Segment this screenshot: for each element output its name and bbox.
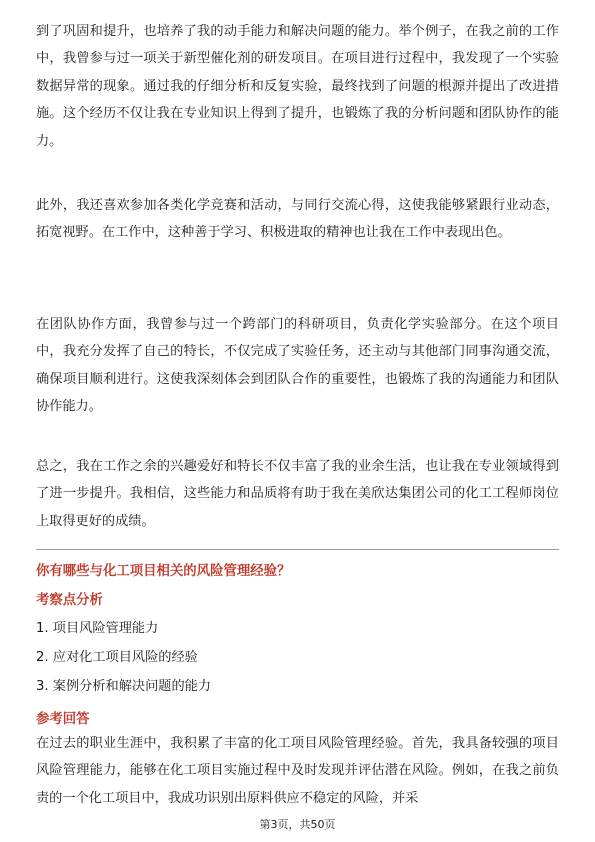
answer-title: 参考回答	[36, 712, 90, 727]
analysis-item: 2. 应对化工项目风险的经验	[36, 650, 198, 665]
interview-question: 你有哪些与化工项目相关的风险管理经验？	[36, 564, 291, 579]
analysis-item: 1. 项目风险管理能力	[36, 621, 159, 636]
answer-text: 在过去的职业生涯中，我积累了丰富的化工项目风险管理经验。首先，我具备较强的项目风险管理能力，能够在化工项目实施过程中及时发现并评估潜在风险。例如，在我之前负责的一个化工项目中，我成功识别出原料供应不稳定的风险，并采	[36, 736, 559, 806]
paragraph-competitions: 此外，我还喜欢参加各类化学竞赛和活动，与同行交流心得，这使我能够紧跟行业动态，拓宽视野。在工作中，这种善于学习、积极进取的精神也让我在工作中表现出色。	[36, 198, 559, 241]
section-divider	[36, 549, 559, 550]
analysis-item: 3. 案例分析和解决问题的能力	[36, 679, 212, 694]
analysis-title: 考察点分析	[36, 593, 103, 608]
paragraph-experience: 到了巩固和提升，也培养了我的动手能力和解决问题的能力。举个例子，在我之前的工作中，我曾参与过一项关于新型催化剂的研发项目。在项目进行过程中，我发现了一个实验数据异常的现象。通过我的仔细分析和反复实验，最终找到了问题的根源并提出了改进措施。这个经历不仅让我在专业知识上得到了提升，也锻炼了我的分析问题和团队协作的能力。	[36, 24, 559, 149]
paragraph-teamwork: 在团队协作方面，我曾参与过一个跨部门的科研项目，负责化学实验部分。在这个项目中，我充分发挥了自己的特长，不仅完成了实验任务，还主动与其他部门同事沟通交流，确保项目顺利进行。这使我深刻体会到团队合作的重要性，也锻炼了我的沟通能力和团队协作能力。	[36, 317, 559, 415]
paragraph-summary: 总之，我在工作之余的兴趣爱好和特长不仅丰富了我的业余生活，也让我在专业领域得到了进一步提升。我相信，这些能力和品质将有助于我在美欣达集团公司的化工工程师岗位上取得更好的成绩。	[36, 459, 559, 529]
page-number: 第3页，共50页	[259, 818, 336, 831]
